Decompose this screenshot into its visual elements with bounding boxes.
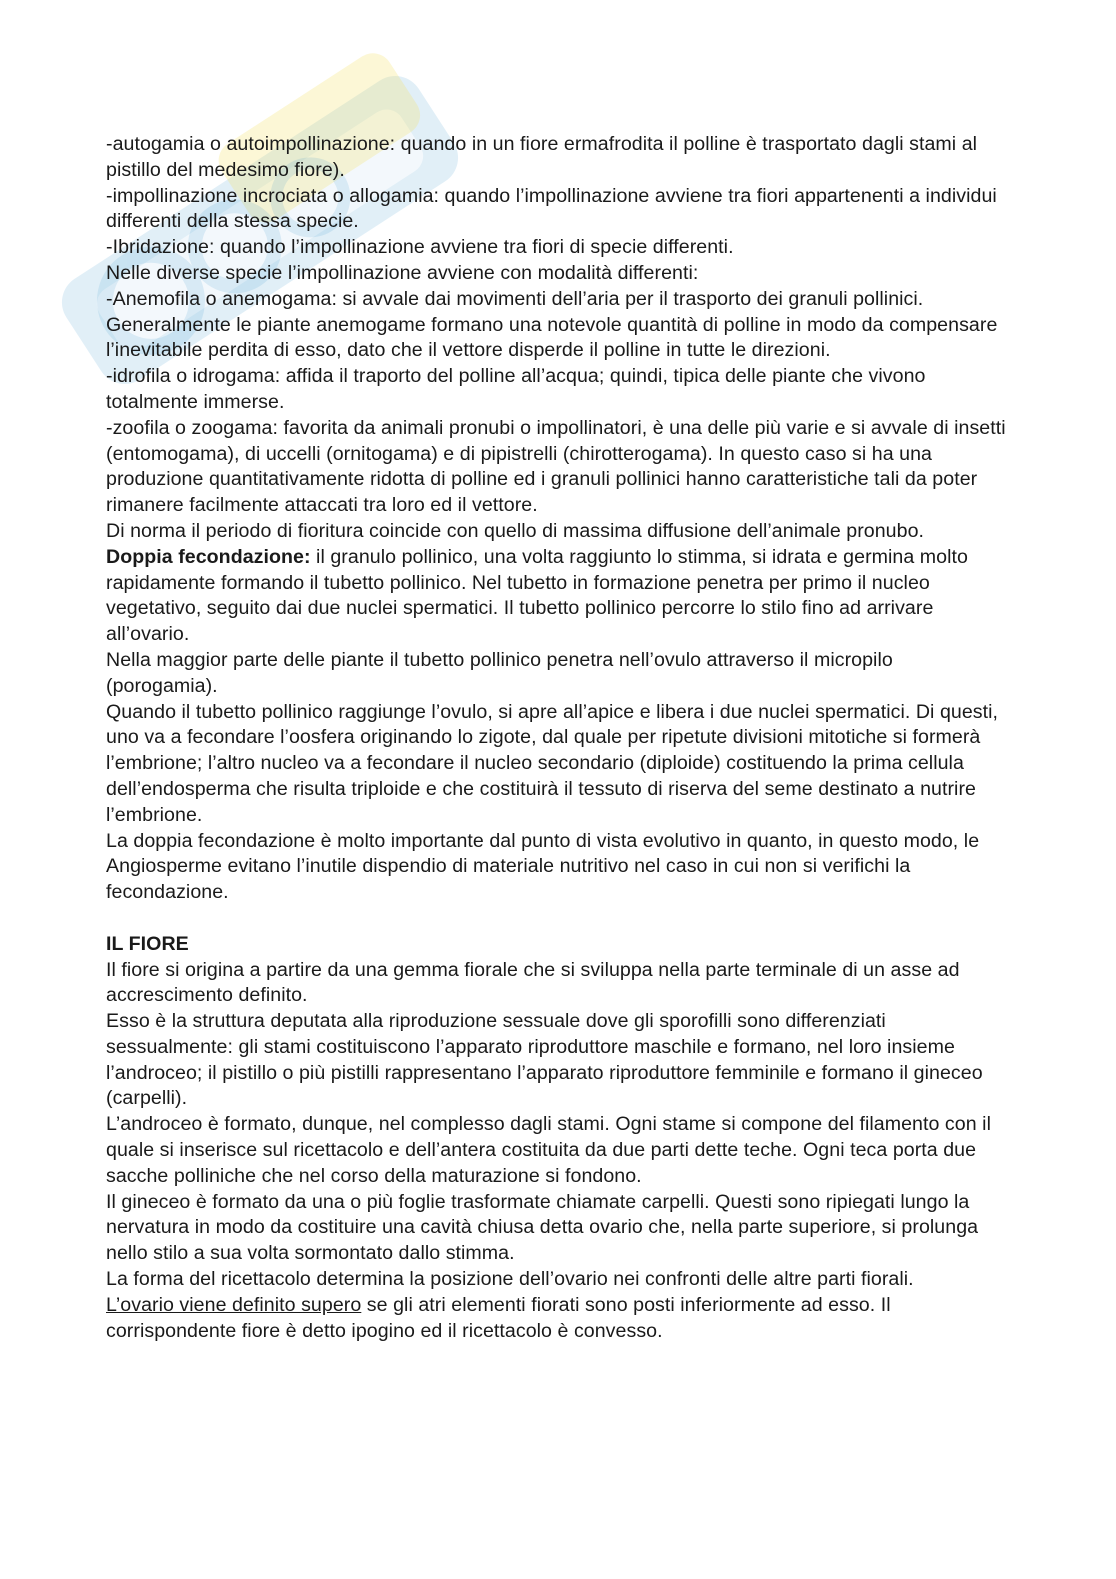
paragraph-ricettacolo: La forma del ricettacolo determina la posizione dell’ovario nei confronti delle altre parti fiorali. xyxy=(106,1268,914,1291)
paragraph-doppia-fecondazione xyxy=(106,545,1006,648)
paragraph-anemofila: -Anemofila o anemogama: si avvale dai movimenti dell’aria per il trasporto dei granuli pollinici. Generalmente le piante anemogame formano una notevole quantità di polline in modo da compensare l’inevitabile perdita di esso, dato che il vettore disperde il polline in tutte le direzioni. xyxy=(106,287,998,362)
term-ovario-supero: L’ovario viene definito supero xyxy=(106,1293,362,1316)
paragraph-ovario-supero xyxy=(106,1293,1006,1345)
paragraph-ibridazione: -Ibridazione: quando l’impollinazione avviene tra fiori di specie differenti. xyxy=(106,236,734,259)
section-heading-il-fiore: IL FIORE xyxy=(106,932,189,955)
paragraph-autogamia: -autogamia o autoimpollinazione: quando in un fiore ermafrodita il polline è trasportato dagli stami al pistillo del medesimo fiore). xyxy=(106,133,978,181)
doppia-fecondazione-text: il granulo pollinico, una volta raggiunto lo stimma, si idrata e germina molto rapidamente formando il tubetto pollinico. Nel tubetto in formazione penetra per primo il nucleo vegetativo, seguito dai due nuclei spermatici. Il tubetto pollinico percorre lo stilo fino ad arrivare all’ovario. xyxy=(106,545,968,646)
section-spacer xyxy=(106,906,1006,932)
paragraph-modalita: Nelle diverse specie l’impollinazione avviene con modalità differenti: xyxy=(106,261,699,284)
paragraph-allogamia: -impollinazione incrociata o allogamia: quando l’impollinazione avviene tra fiori appartenenti a individui differenti della stessa specie. xyxy=(106,184,997,233)
paragraph-importanza: La doppia fecondazione è molto importante dal punto di vista evolutivo in quanto, in questo modo, le Angiosperme evitano l’inutile dispendio di materiale nutritivo nel caso in cui non si verifichi la fecondazione. xyxy=(106,829,980,904)
term-doppia-fecondazione: Doppia fecondazione: xyxy=(106,545,311,568)
ovario-supero-text: se gli atri elementi fiorati sono posti inferiormente ad esso. Il corrispondente fiore è detto ipogino ed il ricettacolo è convesso. xyxy=(106,1293,891,1342)
paragraph-gineceo: Il gineceo è formato da una o più foglie trasformate chiamate carpelli. Questi sono ripiegati lungo la nervatura in modo da costituire una cavità chiusa detta ovario che, nella parte superiore, si prolunga nello stilo a sua volta sormontato dallo stimma. xyxy=(106,1190,979,1265)
paragraph-origine-fiore: Il fiore si origina a partire da una gemma fiorale che si sviluppa nella parte terminale di un asse ad accrescimento definito. xyxy=(106,958,960,1007)
paragraph-idrofila: -idrofila o idrogama: affida il traporto del polline all’acqua; quindi, tipica delle piante che vivono totalmente immerse. xyxy=(106,365,926,413)
paragraph-nuclei-spermatici: Quando il tubetto pollinico raggiunge l’ovulo, si apre all’apice e libera i due nuclei spermatici. Di questi, uno va a fecondare l’oosfera originando lo zigote, dal quale per ripetute divisioni mitotiche si formerà l’embrione; l’altro nucleo va a fecondare il nucleo secondario (diploide) costituendo la prima cellula dell’endosperma che risulta triploide e che costituirà il tessuto di riserva del seme destinato a nutrire l’embrione. xyxy=(106,700,999,826)
paragraph-porogamia: Nella maggior parte delle piante il tubetto pollinico penetra nell’ovulo attraverso il micropilo (porogamia). xyxy=(106,648,893,697)
paragraph-androceo: L’androceo è formato, dunque, nel complesso dagli stami. Ogni stame si compone del filamento con il quale si inserisce sul ricettacolo e dell’antera costituita da due parti dette teche. Ogni teca porta due sacche polliniche che nel corso della maturazione si fondono. xyxy=(106,1113,991,1187)
paragraph-zoofila: -zoofila o zoogama: favorita da animali pronubi o impollinatori, è una delle più varie e si avvale di insetti (entomogama), di uccelli (ornitogama) e di pipistrelli (chirotterogama). In questo caso si ha una produzione quantitativamente ridotta di polline ed i granuli pollinici hanno caratteristiche tali da poter rimanere facilmente attaccati tra loro ed il vettore. xyxy=(106,416,1006,517)
paragraph-struttura-fiore: Esso è la struttura deputata alla riproduzione sessuale dove gli sporofilli sono differenziati sessualmente: gli stami costituiscono l’apparato riproduttore maschile e formano, nel loro insieme l’androceo; il pistillo o più pistilli rappresentano l’apparato riproduttore femminile e formano il gineceo (carpelli). xyxy=(106,1010,983,1110)
paragraph-fioritura: Di norma il periodo di fioritura coincide con quello di massima diffusione dell’animale pronubo. xyxy=(106,519,925,542)
document-page xyxy=(106,132,1006,1344)
